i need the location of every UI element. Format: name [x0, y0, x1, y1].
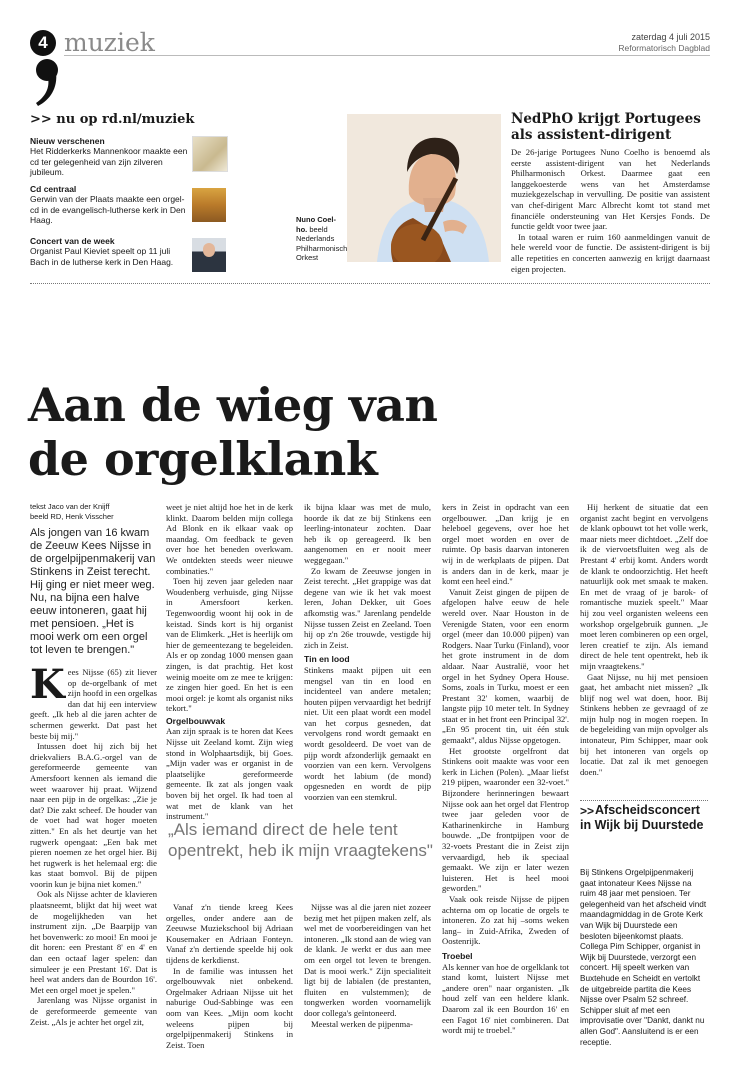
caption-credit: beeld Nederlands Philharmonisch Orkest	[296, 224, 348, 262]
pull-quote: „Als iemand direct de hele tent opentrekt, heb ik mijn vraagtekens"	[168, 820, 433, 860]
article-paragraph: Meestal werken de pijpenma-	[311, 1018, 413, 1029]
section-separator	[30, 283, 710, 284]
article-column-4	[442, 502, 569, 1036]
article-column-2-lower	[166, 902, 293, 1050]
article-paragraph: Nijsse was al die jaren niet zozeer bezig met het pijpen maken zelf, als wel met de voorbereidingen van het intoneren. „Ik stond aan de wieg van de klank. Je werkt er dus aan mee om een orgel tot leven te brengen. Dat is mooi werk." Zijn specialiteit ligt bij de labialen (de prestanten, fluiten en vulstemmen); de tongwerken worden voornamelijk door collega's geïntoneerd.	[304, 902, 431, 1018]
article-paragraph: Het grootste orgelfront dat Stinkens ooit maakte was voor een kerk in Lichen (Polen). „Maar liefst 219 pijpen, waaronder een 32-voet." Bijzondere herinneringen bewaart Nijsse ook aan het orgel dat Flentrop twee jaar geleden voor de Katharinenkirche in Hamburg bouwde. „De frontpijpen voor de 32-voets Prestant die in Zeist zijn vervaardigd, heb ik speciaal gemaakt. We zijn er later wezen luisteren. Het is heel mooi geworden."	[442, 745, 569, 894]
sidebar-item-text: Het Ridderkerks Mannenkoor maakte een cd ter gelegenheid van zijn zilveren jubileum.	[30, 146, 188, 177]
article-paragraph: weet je niet altijd hoe het in de kerk klinkt. Daarom belden mijn collega Ad Blonk en ik elkaar vaak op maandag. Om feedback te geven over hoe het beneden overkwam. We ontdekten steeds weer nieuwe combinaties."	[166, 502, 293, 576]
article-column-3-lower	[304, 902, 431, 1029]
first-paragraph-text: ees Nijsse (65) zit liever op de-orgelbank of met zijn hoofd in een orgelkas dan dat hij een interview geeft. „Ik heb al die jaren achter de schermen gewerkt. Dat past het beste bij mij."	[30, 667, 157, 741]
cd-cover-thumbnail[interactable]	[192, 136, 228, 172]
sidebar-title[interactable]: >> nu op rd.nl/muziek	[30, 112, 195, 127]
article-paragraph: Als kenner van hoe de orgelklank tot stand komt, luistert Nijsse met „andere oren" naar organisten. „Ik houd zelf van een heldere klank. Daarom zal ik een Bourdon 16' en een Fagot 16' niet combineren. Dat wordt mij te troebel."	[442, 961, 569, 1036]
article-column-3	[304, 502, 431, 803]
page-number: 4	[38, 33, 48, 52]
page-number-badge	[30, 30, 56, 56]
sidebar-item-text: Organist Paul Kieviet speelt op 11 juli Bach in de lutherse kerk in Den Haag.	[30, 246, 174, 267]
article-paragraph: Vaak ook reisde Nijsse de pijpen achterna om op locatie de orgels te intoneren. Zo zat hij –soms weken lang– in Zuid-Afrika, Zweden of Oostenrijk.	[442, 893, 569, 947]
sidebar-item-heading: Nieuw verschenen	[30, 136, 105, 146]
photo-credit: beeld RD, Henk Visscher	[30, 511, 114, 521]
sidebar-item-text: Gerwin van der Plaats maakte een orgel-cd in de evangelisch-lutherse kerk in Den Haag.	[30, 194, 186, 225]
article-paragraph: Hij herkent de situatie dat een organist zacht begint en vervolgens de klank opbouwt tot het volle werk, maar niets meer dichtdoet. „Zelf doe ik de viervoetsfluiten weg als de Prestant 4' erbij komt. Anders wordt de klank te ondoorzichtig. Het heeft natuurlijk ook met smaak te maken. En met de vraag of je barok- of romantische muziek speelt." Maar hij zou veel organisten weleens een workshop orgelgebruik gunnen. „Je moet leren combineren op een orgel, leren creatief te zijn. Als iemand direct de hele tent opentrekt, heb ik mijn vraagtekens."	[580, 502, 708, 671]
sidebar-item[interactable]	[30, 136, 190, 178]
headline-line: Aan de wieg van	[28, 378, 438, 432]
box-title: Afscheidsconcert in Wijk bij Duurstede	[580, 803, 704, 832]
article-paragraph: Vanaf z'n tiende kreeg Kees orgelles, onder andere aan de Zeeuwse Muziekschool bij Adriaan Kousemaker en Adriaan Fonteyn. Vanaf z'n dertiende speelde hij ook tijdens de kerkdienst.	[166, 902, 293, 965]
article-paragraph: Gaat Nijsse, nu hij met pensioen gaat, het ambacht niet missen? „Ik blijf nog wel wat doen, hoor. Bij Stinkens hebben ze gevraagd of ze mijn hulp nog in mogen roepen. In de begeleiding van mijn opvolger als intonateur, Pim Schipper, maar ook bij het intoneren van orgels op locatie. Dat zal ik met genoegen doen."	[580, 671, 708, 777]
page-header	[30, 28, 710, 108]
sidebar-item-heading: Concert van de week	[30, 236, 115, 246]
article-paragraph: Intussen doet hij zich bij het driekvaliers B.A.G.-orgel van de gereformeerde gemeente van Amersfoort kennen als iemand die weet waarover hij praat. Wijzend naar een pijp in de orgelkas: „Zie je dat? Die zakt scheef. De houder van de voet had wat hoger moeten zitten." En als het deurtje van het rugwerk opengaat: „Een bak met pieren noemen ze het orgel hier. Bij het rugwerk is het helemaal erg: die kas staat bomvol. Bij de pijpen voorin kun je bijna niet komen."	[30, 741, 157, 889]
top-story	[511, 112, 710, 274]
sidebar-item-heading: Cd centraal	[30, 184, 77, 194]
web-sidebar	[30, 112, 230, 277]
conductor-photo	[347, 114, 501, 262]
box-top-rule	[580, 800, 708, 801]
box-kicker: >>	[580, 804, 595, 818]
drop-cap: K	[30, 661, 65, 708]
header-rule	[64, 55, 710, 56]
article-paragraph: Stinkens maakt pijpen uit een mengsel van tin en lood en incidenteel van andere metalen; houten pijpen vervaardigt het bedrijf niet. Uit een plaat wordt een model van het corpus gesneden, dat vervolgens rond wordt gemaakt en wordt gesoldeerd. De voet van de pijp wordt afzonderlijk gemaakt en voorzien van een kern. Vervolgens wordt het labium (de mond) opgesneden en wordt de pijp voorzien van een stemkrul.	[304, 664, 431, 803]
issue-date: zaterdag 4 juli 2015	[631, 32, 710, 42]
organist-portrait-thumbnail[interactable]	[192, 238, 226, 272]
article-paragraph: kers in Zeist in opdracht van een orgelbouwer. „Dan krijg je en heleboel gegevens, over hoe het orgel moet worden en over de ruimte. Op basis daarvan intoneren wij in de werkplaats de pijpen. Dat is anders dan in de kerk, maar je komt een heel eind."	[442, 502, 569, 587]
top-story-title[interactable]: NedPhO krijgt Portugees als assistent-dirigent	[511, 111, 701, 143]
subheading: Tin en lood	[304, 654, 350, 665]
box-text: Bij Stinkens Orgelpijpenmakerij gaat intonateur Kees Nijsse na ruim 48 jaar met pensioen. Ter gelegenheid van het afscheid vindt maandagmiddag in de Grote Kerk van Wijk bij Duurstede een besloten bijeenkomst plaats. Collega Pim Schipper, organist in Wijk bij Duurstede, verzorgt een concert. Hij speelt werken van Buxtehude en Scheidt en vertolkt de uitgebreide partita die Kees Nijsse over Psalm 52 schreef. Schipper sluit af met een improvisatie over "Dankt, dankt nu allen God". Aansluitend is er een receptie.	[580, 868, 707, 1047]
article-paragraph: Ook als Nijsse achter de klavieren plaatsneemt, blijkt dat hij weet wat de mogelijkheden van het instrument zijn. „De Baarpijp van het bovenwerk: zo mooi! En mooi je dit horen: een Prestant 8' en 4' en dan een octaaf lager spelen: dan simuleer je een Prestant 16'. Dat is heel wat anders dan de Bourdon 16'. Met een orgel moet je spelen."	[30, 889, 157, 995]
top-story-paragraph: De 26-jarige Portugees Nuno Coelho is benoemd als eerste assistent-dirigent van het Nederlands Philharmonisch Orkest. Daarmee gaat een langgekoesterde wens van het Amsterdamse muziekgezelschap in vervulling. De positie van assistent van chef-dirigent Marc Albrecht komt tot stand met financiële ondersteuning van Het Kersjes Fonds. De functie geldt voor twee jaar.	[511, 147, 710, 232]
article-column-1	[30, 502, 157, 1027]
photo-caption	[296, 215, 348, 263]
article-paragraph: In de familie was intussen het orgelbouwvak niet onbekend. Orgelmaker Adriaan Nijsse uit het naburige Oud-Sabbinge was een oom van Kees. „Mijn oom kocht weleens pijpen bij orgelpijpenmakerij Stinkens in Zeist. Toen	[166, 965, 293, 1050]
article-column-2	[166, 502, 293, 822]
organ-cd-thumbnail[interactable]	[192, 188, 226, 222]
section-title: muziek	[64, 28, 155, 57]
article-column-5	[580, 502, 708, 777]
article-paragraph	[30, 661, 157, 741]
subheading: Orgelbouwvak	[166, 715, 226, 726]
article-paragraph: Aan zijn spraak is te horen dat Kees Nijsse uit Zeeland komt. Zijn wieg stond in Wolphaartsdijk, bij Goes. „Mijn vader was er organist in de plaatselijke gereformeerde gemeente. Ik zat als jongen vaak boven bij het orgel. Ik had toen al wat met de klank van het instrument."	[166, 726, 293, 822]
article-paragraph: Zo kwam de Zeeuwse jongen in Zeist terecht. „Het grappige was dat degene van wie ik het vak moest leren, Johan Dekker, uit Goes afkomstig was." Jarenlang pendelde Nijsse tussen Zeist en Zeeland. Toen hij op z'n 26e trouwde, vestigde hij zich in Zeist.	[304, 565, 431, 650]
subheading: Troebel	[442, 950, 473, 961]
article-lead: Als jongen van 16 kwam de Zeeuw Kees Nijsse in de orgelpijpenmakerij van Stinkens in Zeist terecht. Hij ging er niet meer weg. Nu, na bijna een halve eeuw intoneren, gaat hij met pensioen. „Het is mooi werk om een orgel tot leven te brengen."	[30, 527, 156, 656]
author-credit: tekst Jaco van der Knijff	[30, 502, 110, 511]
headline-line: de orgelklank	[28, 432, 378, 486]
article-paragraph: Toen hij zeven jaar geleden naar Woudenberg verhuisde, ging Nijsse in Amersfoort kerken. Tegenwoordig woont hij ook in de keistad. Sinds kort is hij organist van de Elimkerk. „Het is heerlijk om hier de gemeentezang te begeleiden. Als er op zondag 1000 mensen gaan zingen, is dat prachtig. Het kost weinig moeite om ze mee te krijgen: ze zingen hier goed. En het is een mooi orgel: je komt als organist niks tekort."	[166, 576, 293, 714]
sidebar-item[interactable]	[30, 236, 190, 267]
top-story-paragraph: In totaal waren er ruim 160 aanmeldingen vanuit de hele wereld voor de functie. De assistent-dirigent is bij alle repetities en concerten aanwezig en krijgt daarnaast eigen projecten.	[511, 231, 710, 274]
article-paragraph: Jarenlang was Nijsse organist in de gereformeerde gemeente van Zeist. „Als je achter het orgel zit,	[30, 995, 157, 1027]
article-paragraph: Vanuit Zeist gingen de pijpen de afgelopen halve eeuw de hele wereld over. Naar Houston in de Verenigde Staten, voor een enorm orgel (meer dan 10.000 pijpen) van Rodgers. Naar Turku (Finland), voor het grote instrument in de dom aldaar. Naar Australië, voor het orgel in het Sydney Opera House. Soms, zoals in Turku, moest er een Prestant 32' komen, waarbij de langste pijp 10 meter telt. In Sydney staat er in het front een Principal 32'. „En 95 procent tin, uit één stuk gemaakt", aldus Nijsse opgetogen.	[442, 586, 569, 746]
comma-logo-icon	[32, 58, 62, 108]
publication-name: Reformatorisch Dagblad	[618, 43, 710, 53]
article-paragraph: ik bijna klaar was met de mulo, hoorde ik dat ze bij Stinkens een leerling-intonateur zochten. Daar heb ik op gereageerd. Ik ben aangenomen en er nooit meer weggegaan."	[304, 502, 431, 565]
cellist-illustration	[347, 114, 501, 262]
article-headline	[28, 378, 708, 486]
caption-name: Nuno Coel-ho.	[296, 215, 336, 234]
sidebar-item[interactable]	[30, 184, 190, 226]
